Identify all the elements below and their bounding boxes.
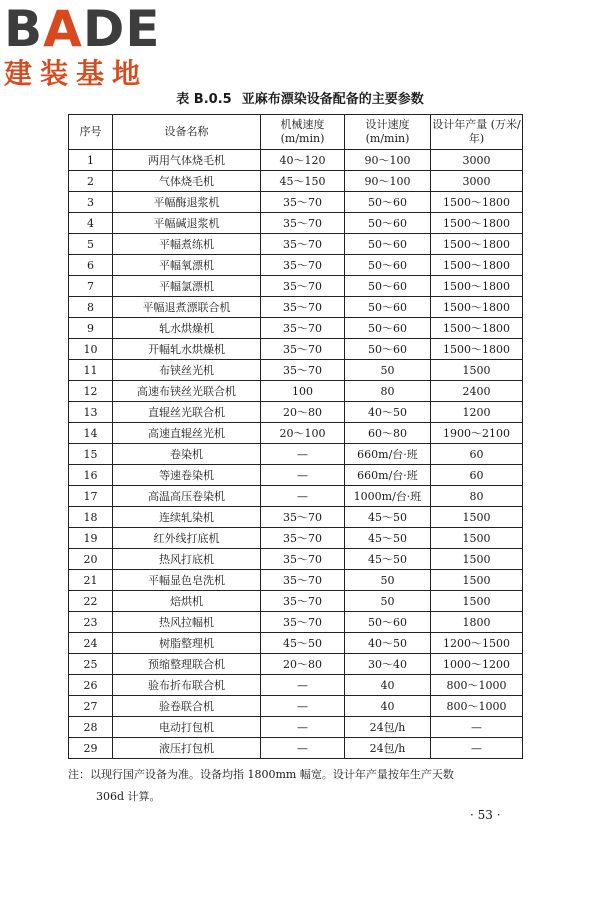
table-row <box>69 150 523 171</box>
cell-name: 直辊丝光联合机 <box>113 402 261 423</box>
cell-name: 布铗丝光机 <box>113 360 261 381</box>
cell-name: 高速布铗丝光联合机 <box>113 381 261 402</box>
table-row <box>69 717 523 738</box>
cell-mech-speed: 35～70 <box>261 318 345 339</box>
cell-mech-speed: 35～70 <box>261 234 345 255</box>
cell-name: 平幅退煮漂联合机 <box>113 297 261 318</box>
table-row <box>69 444 523 465</box>
table-row <box>69 633 523 654</box>
table-title: 亚麻布漂染设备配备的主要参数 <box>241 92 424 107</box>
cell-name: 两用气体烧毛机 <box>113 150 261 171</box>
cell-design-speed: 60～80 <box>345 423 431 444</box>
cell-mech-speed: 20～80 <box>261 402 345 423</box>
table-row <box>69 570 523 591</box>
table-row <box>69 255 523 276</box>
cell-design-speed: 40 <box>345 675 431 696</box>
cell-seq: 28 <box>69 717 113 738</box>
cell-annual-output: 1000～1200 <box>431 654 523 675</box>
cell-annual-output: 3000 <box>431 171 523 192</box>
cell-annual-output: — <box>431 717 523 738</box>
cell-design-speed: 50～60 <box>345 318 431 339</box>
cell-name: 热风打底机 <box>113 549 261 570</box>
logo-word-pre: B <box>4 0 44 58</box>
cell-design-speed: 40～50 <box>345 402 431 423</box>
cell-name: 红外线打底机 <box>113 528 261 549</box>
cell-design-speed: 90～100 <box>345 150 431 171</box>
cell-name: 液压打包机 <box>113 738 261 759</box>
cell-design-speed: 50 <box>345 570 431 591</box>
logo-word-accent: A <box>43 0 83 58</box>
cell-mech-speed: — <box>261 486 345 507</box>
cell-seq: 29 <box>69 738 113 759</box>
cell-mech-speed: 35～70 <box>261 549 345 570</box>
cell-mech-speed: 35～70 <box>261 276 345 297</box>
cell-design-speed: 50～60 <box>345 339 431 360</box>
table-row <box>69 234 523 255</box>
cell-annual-output: 1500～1800 <box>431 192 523 213</box>
header-annual-output: 设计年产量 (万米/年) <box>431 115 523 150</box>
cell-mech-speed: 20～80 <box>261 654 345 675</box>
cell-seq: 10 <box>69 339 113 360</box>
table-row <box>69 423 523 444</box>
cell-name: 开幅轧水烘燥机 <box>113 339 261 360</box>
table-row <box>69 318 523 339</box>
table-note <box>68 764 528 808</box>
cell-design-speed: 50 <box>345 360 431 381</box>
cell-seq: 18 <box>69 507 113 528</box>
cell-design-speed: 40～50 <box>345 633 431 654</box>
table-header-row <box>69 115 523 150</box>
cell-design-speed: 50～60 <box>345 255 431 276</box>
cell-mech-speed: 35～70 <box>261 255 345 276</box>
cell-name: 卷染机 <box>113 444 261 465</box>
equipment-parameters-table <box>68 114 523 759</box>
cell-annual-output: 1500～1800 <box>431 276 523 297</box>
cell-name: 高速直辊丝光机 <box>113 423 261 444</box>
logo-word-post: DE <box>82 0 161 58</box>
cell-annual-output: 1500～1800 <box>431 297 523 318</box>
cell-name: 树脂整理机 <box>113 633 261 654</box>
cell-seq: 27 <box>69 696 113 717</box>
table-row <box>69 738 523 759</box>
cell-annual-output: — <box>431 738 523 759</box>
cell-seq: 9 <box>69 318 113 339</box>
cell-annual-output: 60 <box>431 444 523 465</box>
cell-mech-speed: — <box>261 738 345 759</box>
table-row <box>69 696 523 717</box>
cell-annual-output: 1800 <box>431 612 523 633</box>
cell-seq: 22 <box>69 591 113 612</box>
cell-mech-speed: 35～70 <box>261 591 345 612</box>
cell-annual-output: 1500 <box>431 570 523 591</box>
cell-seq: 23 <box>69 612 113 633</box>
table-caption <box>0 88 600 107</box>
cell-name: 平幅酶退浆机 <box>113 192 261 213</box>
cell-seq: 24 <box>69 633 113 654</box>
cell-seq: 17 <box>69 486 113 507</box>
cell-name: 平幅氯漂机 <box>113 276 261 297</box>
cell-seq: 21 <box>69 570 113 591</box>
table-body <box>69 150 523 759</box>
cell-mech-speed: — <box>261 696 345 717</box>
cell-mech-speed: 45～50 <box>261 633 345 654</box>
table-row <box>69 276 523 297</box>
cell-annual-output: 800～1000 <box>431 696 523 717</box>
cell-design-speed: 50～60 <box>345 297 431 318</box>
cell-annual-output: 1200～1500 <box>431 633 523 654</box>
table-row <box>69 528 523 549</box>
cell-mech-speed: 45～150 <box>261 171 345 192</box>
header-design-speed: 设计速度 (m/min) <box>345 115 431 150</box>
cell-annual-output: 1500 <box>431 528 523 549</box>
table-row <box>69 171 523 192</box>
cell-mech-speed: 35～70 <box>261 339 345 360</box>
note-line-1: 注：以现行国产设备为准。设备均指 1800mm 幅宽。设计年产量按年生产天数 <box>68 768 454 781</box>
cell-seq: 1 <box>69 150 113 171</box>
cell-design-speed: 45～50 <box>345 507 431 528</box>
cell-mech-speed: 35～70 <box>261 612 345 633</box>
cell-name: 平幅显色皂洗机 <box>113 570 261 591</box>
cell-annual-output: 800～1000 <box>431 675 523 696</box>
cell-seq: 12 <box>69 381 113 402</box>
cell-seq: 25 <box>69 654 113 675</box>
cell-design-speed: 660m/台·班 <box>345 444 431 465</box>
cell-design-speed: 24包/h <box>345 717 431 738</box>
cell-annual-output: 3000 <box>431 150 523 171</box>
table-row <box>69 612 523 633</box>
cell-design-speed: 45～50 <box>345 549 431 570</box>
cell-name: 热风拉幅机 <box>113 612 261 633</box>
table-row <box>69 465 523 486</box>
table-row <box>69 507 523 528</box>
cell-mech-speed: 40～120 <box>261 150 345 171</box>
cell-mech-speed: 35～70 <box>261 570 345 591</box>
cell-name: 轧水烘燥机 <box>113 318 261 339</box>
table-row <box>69 339 523 360</box>
table-row <box>69 297 523 318</box>
cell-mech-speed: 35～70 <box>261 507 345 528</box>
table-row <box>69 360 523 381</box>
cell-annual-output: 1500 <box>431 591 523 612</box>
cell-mech-speed: 35～70 <box>261 360 345 381</box>
header-name: 设备名称 <box>113 115 261 150</box>
cell-seq: 2 <box>69 171 113 192</box>
header-mech-speed: 机械速度 (m/min) <box>261 115 345 150</box>
cell-seq: 13 <box>69 402 113 423</box>
table-row <box>69 591 523 612</box>
cell-name: 平幅煮练机 <box>113 234 261 255</box>
cell-seq: 20 <box>69 549 113 570</box>
cell-annual-output: 1500 <box>431 549 523 570</box>
cell-design-speed: 50～60 <box>345 612 431 633</box>
cell-seq: 14 <box>69 423 113 444</box>
cell-name: 焙烘机 <box>113 591 261 612</box>
cell-mech-speed: 35～70 <box>261 213 345 234</box>
cell-mech-speed: — <box>261 675 345 696</box>
cell-annual-output: 1500～1800 <box>431 318 523 339</box>
cell-seq: 19 <box>69 528 113 549</box>
cell-annual-output: 1500～1800 <box>431 213 523 234</box>
cell-design-speed: 50 <box>345 591 431 612</box>
page-number: · 53 · <box>470 808 501 822</box>
cell-seq: 26 <box>69 675 113 696</box>
cell-design-speed: 50～60 <box>345 213 431 234</box>
cell-design-speed: 1000m/台·班 <box>345 486 431 507</box>
table-row <box>69 486 523 507</box>
cell-name: 电动打包机 <box>113 717 261 738</box>
cell-mech-speed: 20～100 <box>261 423 345 444</box>
cell-seq: 5 <box>69 234 113 255</box>
cell-name: 等速卷染机 <box>113 465 261 486</box>
cell-design-speed: 45～50 <box>345 528 431 549</box>
cell-seq: 4 <box>69 213 113 234</box>
brand-logo <box>4 2 194 88</box>
cell-design-speed: 50～60 <box>345 276 431 297</box>
cell-mech-speed: 35～70 <box>261 528 345 549</box>
cell-annual-output: 1200 <box>431 402 523 423</box>
cell-annual-output: 1500 <box>431 507 523 528</box>
cell-annual-output: 1500～1800 <box>431 339 523 360</box>
cell-seq: 16 <box>69 465 113 486</box>
cell-annual-output: 1500～1800 <box>431 234 523 255</box>
cell-seq: 7 <box>69 276 113 297</box>
logo-chinese-text: 建装基地 <box>4 57 149 90</box>
cell-mech-speed: — <box>261 465 345 486</box>
cell-name: 连续轧染机 <box>113 507 261 528</box>
cell-name: 预缩整理联合机 <box>113 654 261 675</box>
cell-seq: 8 <box>69 297 113 318</box>
cell-design-speed: 50～60 <box>345 192 431 213</box>
cell-annual-output: 1500～1800 <box>431 255 523 276</box>
cell-annual-output: 60 <box>431 465 523 486</box>
cell-seq: 6 <box>69 255 113 276</box>
cell-seq: 11 <box>69 360 113 381</box>
cell-annual-output: 1900～2100 <box>431 423 523 444</box>
cell-mech-speed: 35～70 <box>261 297 345 318</box>
cell-name: 平幅氧漂机 <box>113 255 261 276</box>
note-line-2: 306d 计算。 <box>96 790 161 803</box>
cell-mech-speed: — <box>261 717 345 738</box>
cell-mech-speed: 35～70 <box>261 192 345 213</box>
table-row <box>69 549 523 570</box>
cell-design-speed: 30～40 <box>345 654 431 675</box>
cell-annual-output: 80 <box>431 486 523 507</box>
cell-design-speed: 40 <box>345 696 431 717</box>
table-row <box>69 192 523 213</box>
table-row <box>69 213 523 234</box>
cell-annual-output: 2400 <box>431 381 523 402</box>
header-seq: 序号 <box>69 115 113 150</box>
cell-name: 验卷联合机 <box>113 696 261 717</box>
table-row <box>69 381 523 402</box>
cell-design-speed: 80 <box>345 381 431 402</box>
logo-wordmark <box>4 0 194 58</box>
cell-name: 高温高压卷染机 <box>113 486 261 507</box>
cell-design-speed: 50～60 <box>345 234 431 255</box>
table-row <box>69 402 523 423</box>
cell-seq: 3 <box>69 192 113 213</box>
cell-seq: 15 <box>69 444 113 465</box>
table-row <box>69 654 523 675</box>
cell-mech-speed: 100 <box>261 381 345 402</box>
table-number: 表 B.0.5 <box>176 92 232 107</box>
cell-design-speed: 90～100 <box>345 171 431 192</box>
cell-name: 气体烧毛机 <box>113 171 261 192</box>
cell-annual-output: 1500 <box>431 360 523 381</box>
table-row <box>69 675 523 696</box>
cell-name: 平幅碱退浆机 <box>113 213 261 234</box>
cell-design-speed: 660m/台·班 <box>345 465 431 486</box>
cell-name: 验布折布联合机 <box>113 675 261 696</box>
cell-mech-speed: — <box>261 444 345 465</box>
cell-design-speed: 24包/h <box>345 738 431 759</box>
